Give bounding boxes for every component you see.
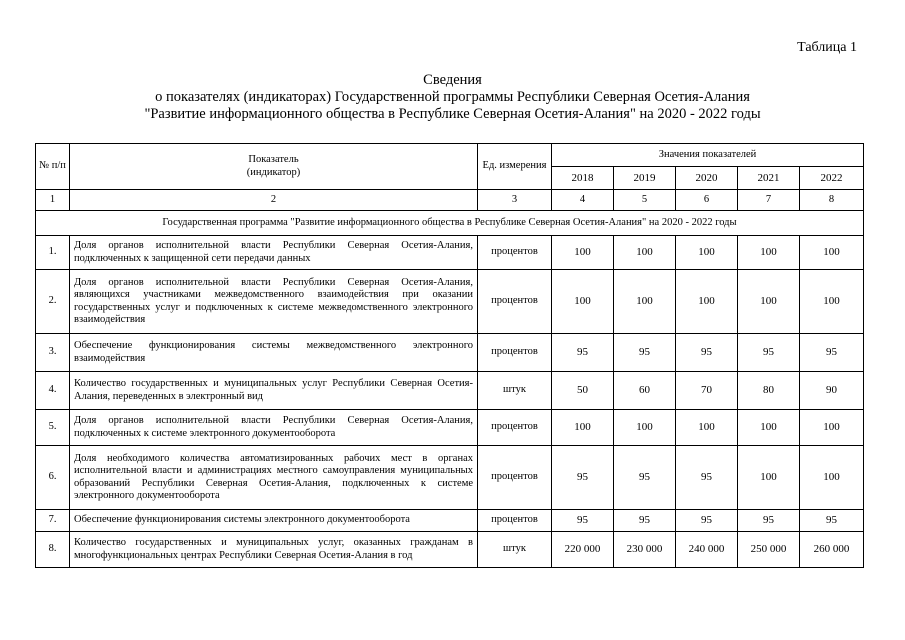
row-value: 100 (552, 270, 614, 334)
row-value: 100 (552, 236, 614, 270)
row-value: 95 (800, 334, 864, 372)
table-row (36, 334, 864, 372)
row-value: 100 (676, 410, 738, 446)
row-value: 100 (800, 270, 864, 334)
column-number: 1 (36, 190, 70, 211)
row-value: 240 000 (676, 532, 738, 568)
header-year: 2019 (614, 167, 676, 190)
row-unit: процентов (478, 236, 552, 270)
row-number: 4. (36, 372, 70, 410)
row-unit: штук (478, 532, 552, 568)
row-number: 6. (36, 446, 70, 510)
row-unit: процентов (478, 510, 552, 532)
row-value: 95 (614, 334, 676, 372)
header-indicator-line-2: (индикатор) (246, 166, 301, 178)
row-value: 50 (552, 372, 614, 410)
row-indicator: Количество государственных и муниципальных услуг, оказанных гражданам в многофункциональных центрах Республики Северная Осетия-Алания в год (70, 532, 478, 568)
row-value: 100 (738, 410, 800, 446)
row-value: 250 000 (738, 532, 800, 568)
row-indicator: Доля органов исполнительной власти Республики Северная Осетия-Алания, подключенных к системе электронного документооборота (70, 410, 478, 446)
row-unit: процентов (478, 410, 552, 446)
heading-line-2: о показателях (индикаторах) Государственной программы Республики Северная Осетия-Алания (155, 89, 750, 105)
header-year: 2021 (738, 167, 800, 190)
row-value: 100 (800, 446, 864, 510)
row-indicator: Доля органов исполнительной власти Республики Северная Осетия-Алания, подключенных к защищенной сети передачи данных (70, 236, 478, 270)
row-number: 7. (36, 510, 70, 532)
table-row (36, 410, 864, 446)
row-value: 100 (614, 236, 676, 270)
column-number: 2 (70, 190, 478, 211)
row-value: 95 (676, 334, 738, 372)
column-number: 6 (676, 190, 738, 211)
row-unit: штук (478, 372, 552, 410)
header-values: Значения показателей (552, 144, 864, 167)
row-value: 100 (738, 270, 800, 334)
row-value: 100 (800, 236, 864, 270)
row-indicator: Доля необходимого количества автоматизированных рабочих мест в органах исполнительной власти и администрациях местного самоуправления муниципальных образований Республики Северная Осетия-Алания, подключенных к системе электронного документооборота (70, 446, 478, 510)
row-value: 100 (738, 236, 800, 270)
heading-line-1: Сведения (423, 72, 482, 88)
row-unit: процентов (478, 334, 552, 372)
header-indicator (70, 144, 478, 190)
row-value: 100 (738, 446, 800, 510)
row-number: 1. (36, 236, 70, 270)
table-row (36, 510, 864, 532)
header-unit: Ед. измерения (478, 144, 552, 190)
program-title: Государственная программа "Развитие информационного общества в Республике Северная Осетия-Алания" на 2020 - 2022 годы (36, 211, 864, 236)
row-value: 90 (800, 372, 864, 410)
row-value: 100 (676, 270, 738, 334)
table-label: Таблица 1 (797, 40, 857, 55)
row-value: 100 (614, 270, 676, 334)
row-number: 8. (36, 532, 70, 568)
header-num: № п/п (36, 144, 70, 190)
row-value: 95 (738, 334, 800, 372)
row-indicator: Обеспечение функционирования системы электронного документооборота (70, 510, 478, 532)
row-value: 230 000 (614, 532, 676, 568)
row-value: 60 (614, 372, 676, 410)
row-value: 100 (614, 410, 676, 446)
row-value: 95 (614, 446, 676, 510)
row-value: 100 (676, 236, 738, 270)
table-row (36, 446, 864, 510)
table-row (36, 270, 864, 334)
row-value: 100 (552, 410, 614, 446)
column-number: 8 (800, 190, 864, 211)
table-row (36, 236, 864, 270)
row-value: 100 (800, 410, 864, 446)
row-number: 2. (36, 270, 70, 334)
row-value: 95 (552, 446, 614, 510)
row-value: 95 (552, 334, 614, 372)
row-value: 260 000 (800, 532, 864, 568)
header-year: 2022 (800, 167, 864, 190)
table-row (36, 532, 864, 568)
row-value: 95 (800, 510, 864, 532)
heading-line-3: "Развитие информационного общества в Республике Северная Осетия-Алания" на 2020 - 2022 годы (144, 106, 761, 122)
header-indicator-line-1: Показатель (248, 154, 299, 165)
row-value: 95 (552, 510, 614, 532)
table-row (36, 372, 864, 410)
row-value: 220 000 (552, 532, 614, 568)
row-number: 3. (36, 334, 70, 372)
column-number: 4 (552, 190, 614, 211)
column-number: 3 (478, 190, 552, 211)
row-value: 80 (738, 372, 800, 410)
row-value: 95 (676, 446, 738, 510)
row-indicator: Обеспечение функционирования системы межведомственного электронного взаимодействия (70, 334, 478, 372)
header-year: 2020 (676, 167, 738, 190)
row-indicator: Доля органов исполнительной власти Республики Северная Осетия-Алания, являющихся участниками межведомственного взаимодействия при оказании государственных услуг и подключенных к системе межведомственного электронного взаимодействия (70, 270, 478, 334)
row-unit: процентов (478, 446, 552, 510)
row-number: 5. (36, 410, 70, 446)
row-value: 95 (738, 510, 800, 532)
row-value: 95 (614, 510, 676, 532)
row-indicator: Количество государственных и муниципальных услуг Республики Северная Осетия-Алания, переведенных в электронный вид (70, 372, 478, 410)
row-unit: процентов (478, 270, 552, 334)
document-heading (0, 72, 905, 123)
row-value: 95 (676, 510, 738, 532)
header-year: 2018 (552, 167, 614, 190)
row-value: 70 (676, 372, 738, 410)
column-number: 5 (614, 190, 676, 211)
column-number: 7 (738, 190, 800, 211)
indicators-table (35, 143, 864, 568)
